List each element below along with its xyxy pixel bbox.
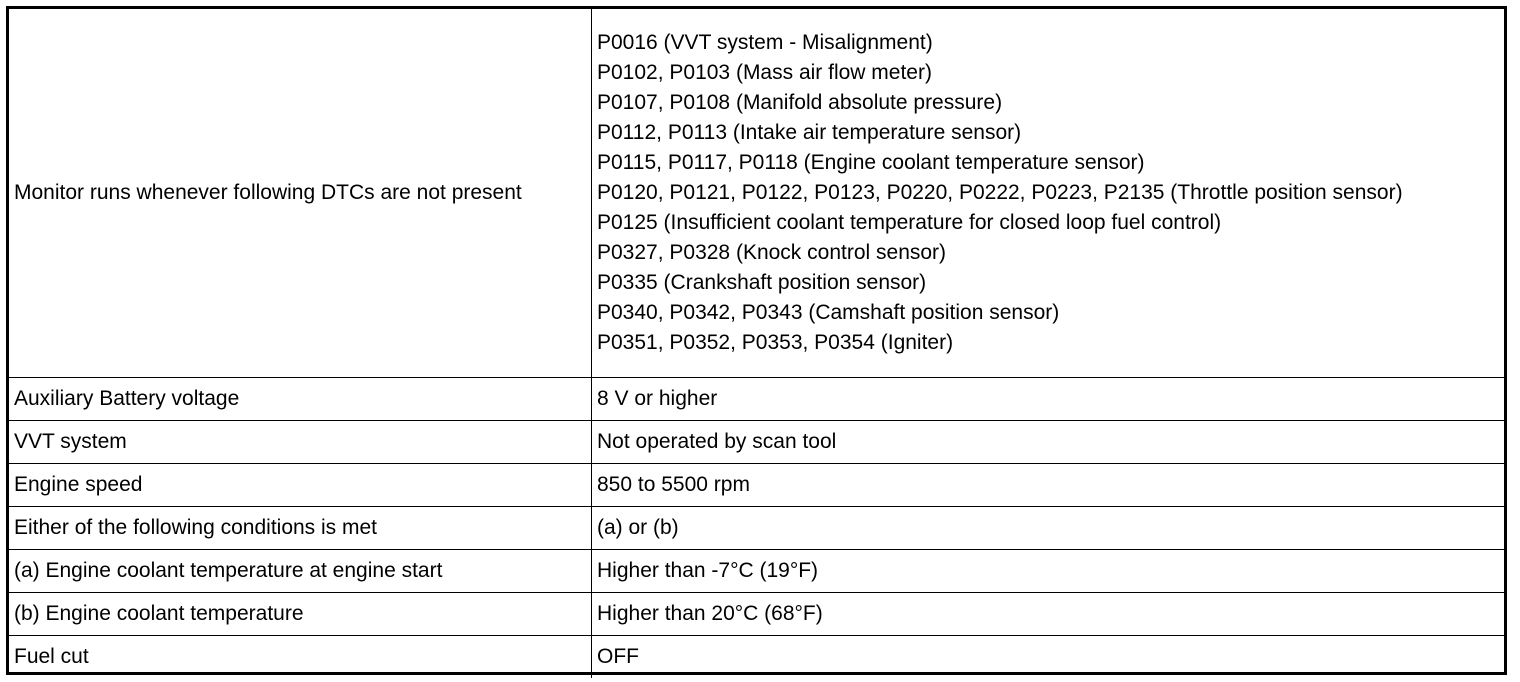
condition-item-cell: (a) Engine coolant temperature at engine start xyxy=(9,550,592,593)
condition-item-cell: Engine speed xyxy=(9,464,592,507)
dtc-list-item: P0120, P0121, P0122, P0123, P0220, P0222, P0223, P2135 (Throttle position sensor) xyxy=(597,181,1403,204)
dtc-list-item: P0340, P0342, P0343 (Camshaft position sensor) xyxy=(597,301,1060,324)
dtc-list-item: P0125 (Insufficient coolant temperature for closed loop fuel control) xyxy=(597,211,1222,234)
table-row-vvt-system xyxy=(9,421,1504,464)
condition-spec-cell: Higher than -7°C (19°F) xyxy=(592,550,1505,593)
condition-spec-cell: Not operated by scan tool xyxy=(592,421,1505,464)
condition-item-cell: Fuel cut xyxy=(9,636,592,679)
condition-spec-cell: 850 to 5500 rpm xyxy=(592,464,1505,507)
condition-spec-cell: Higher than 20°C (68°F) xyxy=(592,593,1505,636)
monitor-conditions-table xyxy=(9,9,1504,678)
condition-spec-cell: 8 V or higher xyxy=(592,378,1505,421)
condition-spec-cell: OFF xyxy=(592,636,1505,679)
condition-spec-cell: (a) or (b) xyxy=(592,507,1505,550)
dtc-list-item: P0112, P0113 (Intake air temperature sensor) xyxy=(597,121,1022,144)
dtc-list-cell xyxy=(592,9,1505,378)
dtc-list-item: P0351, P0352, P0353, P0354 (Igniter) xyxy=(597,331,954,354)
dtc-list-item: P0107, P0108 (Manifold absolute pressure) xyxy=(597,91,1003,114)
condition-item-cell: (b) Engine coolant temperature xyxy=(9,593,592,636)
dtc-list-item: P0115, P0117, P0118 (Engine coolant temperature sensor) xyxy=(597,151,1145,174)
condition-item-cell xyxy=(9,9,592,378)
condition-item-cell: Auxiliary Battery voltage xyxy=(9,378,592,421)
dtc-list-item: P0335 (Crankshaft position sensor) xyxy=(597,271,927,294)
dtc-list xyxy=(597,28,1504,358)
dtc-list-item: P0102, P0103 (Mass air flow meter) xyxy=(597,61,932,84)
dtc-list-item: P0016 (VVT system - Misalignment) xyxy=(597,31,933,54)
table-row-coolant-temp-at-start xyxy=(9,550,1504,593)
table-row-fuel-cut xyxy=(9,636,1504,679)
condition-item-cell: VVT system xyxy=(9,421,592,464)
table-row-battery-voltage xyxy=(9,378,1504,421)
condition-item-cell: Either of the following conditions is met xyxy=(9,507,592,550)
table-row-engine-speed xyxy=(9,464,1504,507)
conditions-table-frame xyxy=(6,6,1507,675)
condition-item-text: Monitor runs whenever following DTCs are not present xyxy=(14,181,522,204)
table-row-dtc-conditions xyxy=(9,9,1504,378)
dtc-list-item: P0327, P0328 (Knock control sensor) xyxy=(597,241,947,264)
table-row-coolant-temp xyxy=(9,593,1504,636)
table-row-either-condition xyxy=(9,507,1504,550)
